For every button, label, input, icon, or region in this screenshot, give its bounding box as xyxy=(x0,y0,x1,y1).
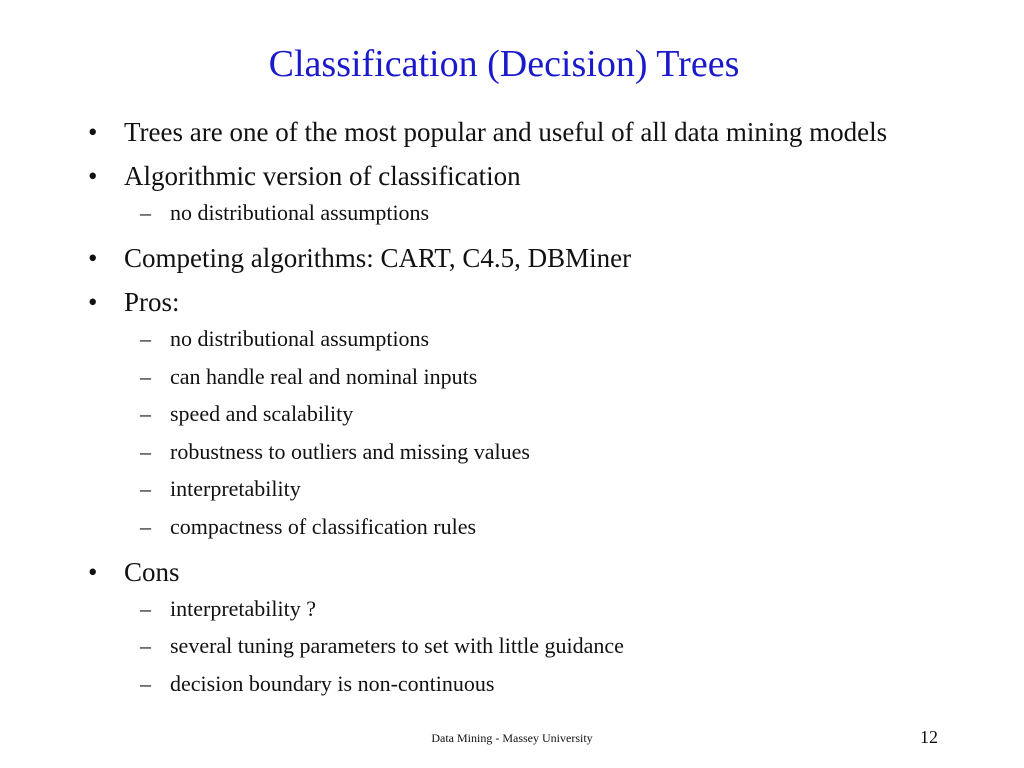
page-number: 12 xyxy=(920,727,938,747)
dash-icon: – xyxy=(140,595,151,621)
sub-bullet-item xyxy=(88,632,948,660)
sub-bullet-text: interpretability xyxy=(170,476,301,501)
dash-icon: – xyxy=(140,200,151,225)
sub-bullet-text: can handle real and nominal inputs xyxy=(170,363,478,389)
bullet-icon: • xyxy=(88,243,98,273)
bullet-icon: • xyxy=(88,117,98,147)
dash-icon: – xyxy=(140,326,151,351)
sub-bullet-text: no distributional assumptions xyxy=(170,200,430,225)
sub-bullet-item xyxy=(88,438,948,466)
bullet-icon: • xyxy=(88,556,98,587)
bullet-item xyxy=(88,285,948,319)
sub-bullet-text: robustness to outliers and missing values xyxy=(170,438,530,464)
dash-icon: – xyxy=(140,633,151,658)
bullet-text: Pros: xyxy=(124,287,180,317)
dash-icon: – xyxy=(140,476,151,501)
dash-icon: – xyxy=(140,363,151,389)
sub-bullet-item xyxy=(88,670,948,698)
dash-icon: – xyxy=(140,401,151,426)
dash-icon: – xyxy=(140,670,151,696)
bullet-text: Trees are one of the most popular and useful of all data mining models xyxy=(124,117,888,147)
bullet-text: Algorithmic version of classification xyxy=(124,161,521,191)
slide-body xyxy=(88,115,948,707)
sub-bullet-item xyxy=(88,595,948,623)
bullet-text: Competing algorithms: CART, C4.5, DBMiner xyxy=(124,243,632,273)
slide-footer: Data Mining - Massey University xyxy=(431,731,593,745)
sub-bullet-item xyxy=(88,199,948,227)
sub-bullet-item xyxy=(88,325,948,353)
bullet-item xyxy=(88,241,948,275)
sub-bullet-text: decision boundary is non-continuous xyxy=(170,670,495,696)
sub-bullet-item xyxy=(88,400,948,428)
bullet-icon: • xyxy=(88,161,98,191)
slide-title: Classification (Decision) Trees xyxy=(268,43,740,85)
bullet-item xyxy=(88,159,948,193)
sub-bullet-text: speed and scalability xyxy=(170,401,354,426)
bullet-text: Cons xyxy=(124,556,180,587)
sub-bullet-item xyxy=(88,363,948,391)
dash-icon: – xyxy=(140,438,151,464)
dash-icon: – xyxy=(140,513,151,539)
sub-bullet-text: compactness of classification rules xyxy=(170,513,477,539)
sub-bullet-text: several tuning parameters to set with little guidance xyxy=(170,633,624,658)
sub-bullet-text: no distributional assumptions xyxy=(170,326,430,351)
sub-bullet-item xyxy=(88,475,948,503)
bullet-item xyxy=(88,555,948,589)
bullet-icon: • xyxy=(88,287,98,317)
bullet-item xyxy=(88,115,948,149)
sub-bullet-text: interpretability ? xyxy=(170,595,316,621)
sub-bullet-item xyxy=(88,513,948,541)
